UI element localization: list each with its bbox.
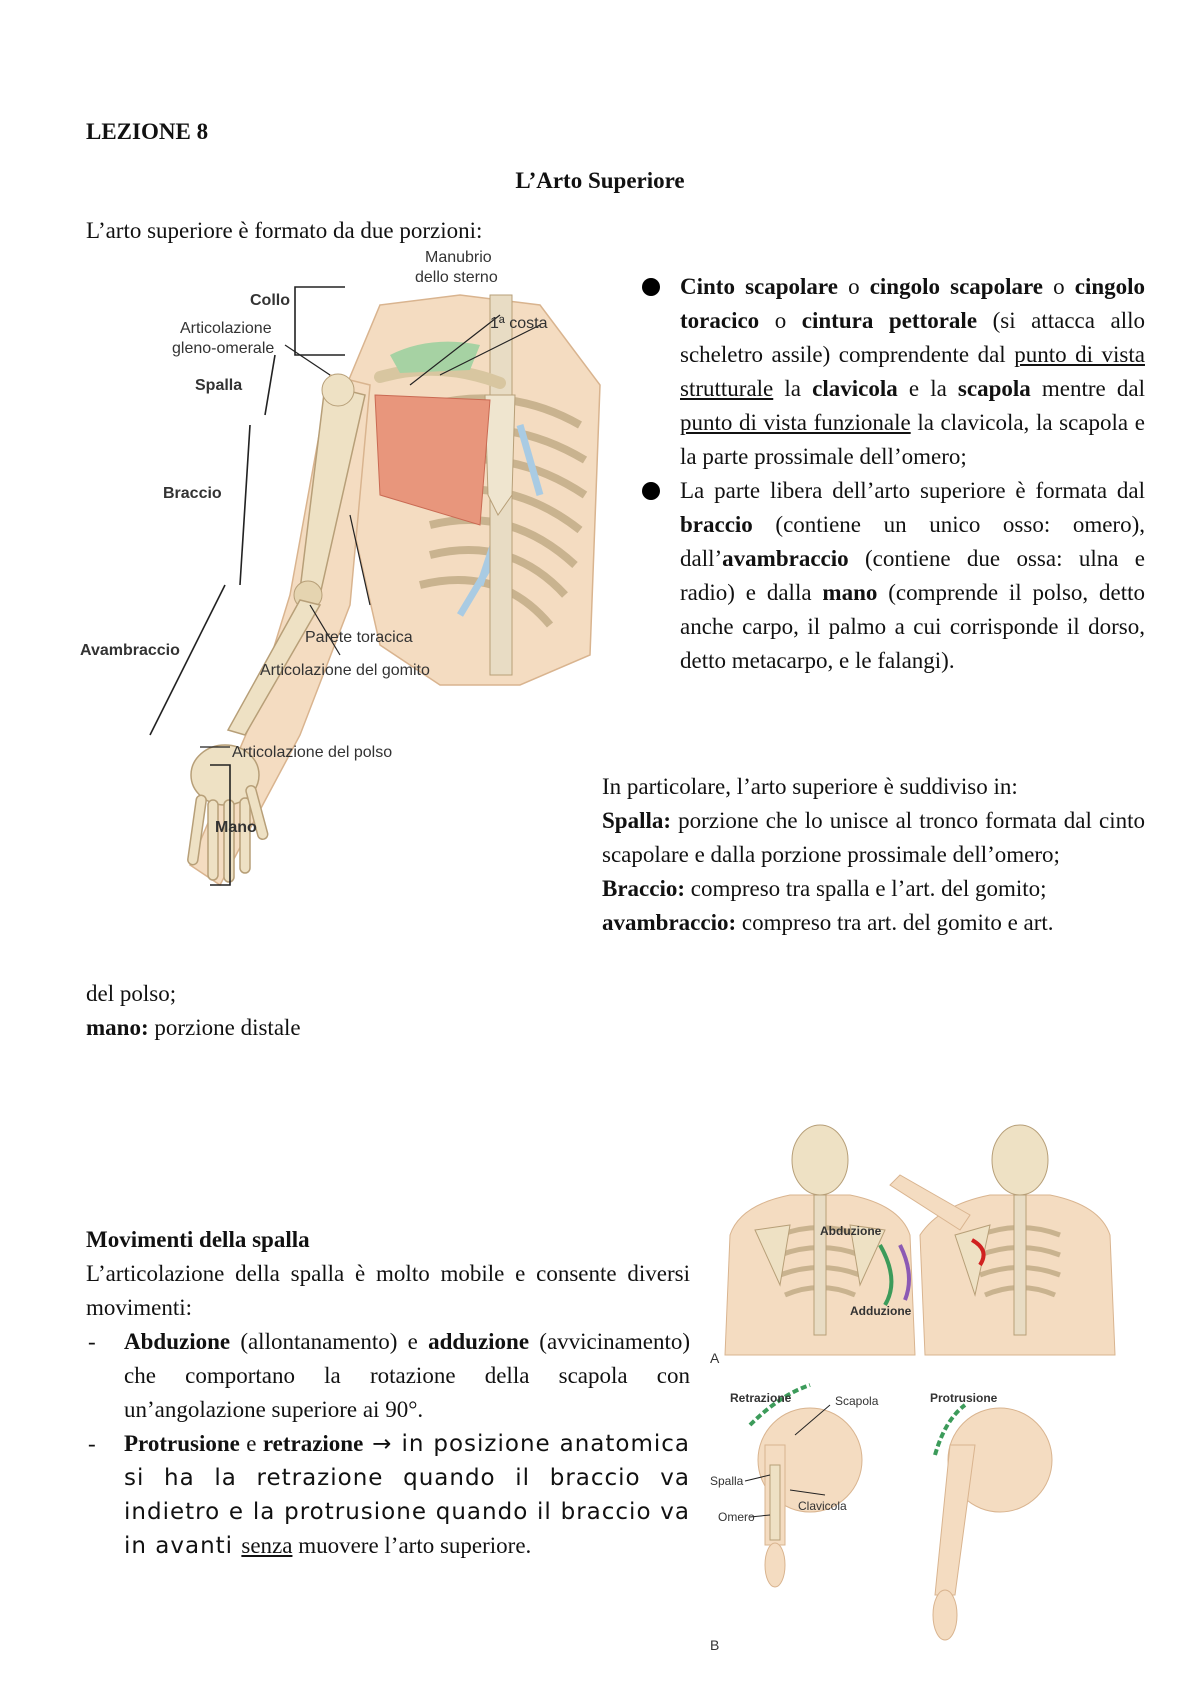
text-run: (comprende il polso, detto anche carpo, il palmo a cui corrisponde il dorso, detto metacarpo, e le falangi). — [680, 580, 1145, 673]
protrusion-figure — [933, 1405, 1052, 1640]
label-mano: Mano — [215, 819, 257, 836]
bold-term: cingolo scapolare — [869, 274, 1043, 299]
braccio-term: Braccio: — [602, 876, 686, 901]
bullet-section — [640, 270, 1145, 678]
bold-term: mano — [822, 580, 878, 605]
abduction-figure-right — [880, 1125, 1115, 1355]
braccio-text: compreso tra spalla e l’art. del gomito; — [685, 876, 1047, 901]
bold-term: Cinto scapolare — [680, 274, 838, 299]
retrazione-term: retrazione — [262, 1431, 364, 1456]
movimento-protrusione — [86, 1427, 690, 1563]
underlined-phrase: punto di vista strutturale — [680, 342, 1145, 401]
particolare-intro: In particolare, l’arto superiore è suddiviso in: — [602, 774, 1018, 799]
underlined-phrase: punto di vista funzionale — [680, 410, 911, 435]
particolare-section — [602, 770, 1145, 940]
protrusione-sans-text: → in posizione anatomica si ha la retrazione quando il braccio va indietro e la protrusione quando il braccio va in avanti — [124, 1431, 690, 1559]
bold-term: avambraccio — [722, 546, 849, 571]
label-articolazione-gleno-1: Articolazione — [180, 320, 272, 337]
braccio-definition — [602, 872, 1145, 906]
spalla-term: Spalla: — [602, 808, 672, 833]
intro-text: L’arto superiore è formato da due porzioni: — [86, 218, 483, 243]
label-scapola: Scapola — [835, 1394, 879, 1408]
movimenti-section — [86, 1223, 690, 1563]
avambraccio-term: avambraccio: — [602, 910, 737, 935]
text-run: mentre dal — [1030, 376, 1145, 401]
mano-term: mano: — [86, 1015, 149, 1040]
label-protrusione: Protrusione — [930, 1391, 998, 1405]
spalla-definition — [602, 804, 1145, 872]
label-panel-a: A — [710, 1350, 720, 1366]
label-spalla-b: Spalla — [710, 1474, 744, 1488]
label-adduzione: Adduzione — [850, 1304, 912, 1318]
text-run: (contiene due ossa: ulna e radio) e dalla — [680, 546, 1145, 605]
bold-term: clavicola — [812, 376, 898, 401]
label-articolazione-gleno-2: gleno-omerale — [172, 340, 275, 357]
bullet-list — [640, 270, 1145, 678]
avambraccio-text: compreso tra art. del gomito e art. — [736, 910, 1054, 935]
label-prima-costa: 1ª costa — [490, 315, 548, 332]
label-spalla: Spalla — [195, 377, 243, 394]
label-articolazione-gomito: Articolazione del gomito — [260, 662, 430, 679]
abduction-figure-left — [725, 1125, 915, 1355]
label-panel-b: B — [710, 1637, 720, 1653]
text-run: la clavicola, la scapola e la parte prossimale dell’omero; — [680, 410, 1145, 469]
label-manubrio-1: Manubrio — [425, 249, 492, 266]
adduzione-term: adduzione — [428, 1329, 530, 1354]
text-run: la — [773, 376, 813, 401]
text-run: o — [837, 274, 870, 299]
label-parete-toracica: Parete toracica — [305, 629, 413, 646]
lesson-title: LEZIONE 8 — [86, 119, 209, 144]
movimenti-title: Movimenti della spalla — [86, 1227, 310, 1252]
protrusione-mid: e — [239, 1431, 263, 1456]
label-avambraccio: Avambraccio — [80, 642, 180, 659]
senza-underlined: senza — [241, 1533, 293, 1558]
bold-term: cintura pettorale — [801, 308, 978, 333]
text-run: o — [1042, 274, 1075, 299]
section-title: L’Arto Superiore — [515, 168, 685, 193]
bullet-item — [640, 474, 1145, 678]
avambraccio-definition — [602, 906, 1145, 940]
text-run: e la — [897, 376, 958, 401]
retraction-figure — [750, 1385, 862, 1587]
abduzione-term: Abduzione — [124, 1329, 231, 1354]
label-braccio: Braccio — [163, 485, 222, 502]
text-run: (contiene un unico osso: omero), dall’ — [680, 512, 1145, 571]
label-manubrio-2: dello sterno — [415, 269, 498, 286]
movimento-abduzione — [86, 1325, 690, 1427]
mano-definition — [86, 1011, 301, 1045]
label-clavicola: Clavicola — [798, 1499, 847, 1513]
mano-text: porzione distale — [148, 1015, 301, 1040]
abduzione-mid: (allontanamento) e — [230, 1329, 429, 1354]
movimenti-intro: L’articolazione della spalla è molto mobile e consente diversi movimenti: — [86, 1261, 690, 1320]
label-articolazione-polso: Articolazione del polso — [232, 744, 393, 761]
bold-term: cingolo toracico — [680, 274, 1146, 333]
label-retrazione: Retrazione — [730, 1391, 792, 1405]
shoulder-movements-figure — [710, 1115, 1130, 1655]
text-run: o — [759, 308, 802, 333]
bullet-item — [640, 270, 1145, 474]
abduzione-rest: (avvicinamento) che comportano la rotazione della scapola con un’angolazione superiore ai 90°. — [124, 1329, 690, 1422]
protrusione-end: muovere l’arto superiore. — [292, 1533, 532, 1558]
movimenti-list — [86, 1325, 690, 1563]
label-abduzione: Abduzione — [820, 1224, 882, 1238]
label-collo: Collo — [250, 292, 290, 309]
text-run: La parte libera dell’arto superiore è formata dal — [680, 478, 1145, 503]
avambraccio-continuation: del polso; — [86, 981, 177, 1006]
bold-term: scapola — [957, 376, 1031, 401]
upper-limb-anatomy-figure — [80, 249, 600, 965]
protrusione-term: Protrusione — [124, 1431, 240, 1456]
bold-term: braccio — [680, 512, 753, 537]
label-omero: Omero — [718, 1510, 755, 1524]
text-run: (si attacca allo scheletro assile) comprendente dal — [680, 308, 1145, 367]
spalla-text: porzione che lo unisce al tronco formata dal cinto scapolare e dalla porzione prossimale dell’omero; — [602, 808, 1145, 867]
